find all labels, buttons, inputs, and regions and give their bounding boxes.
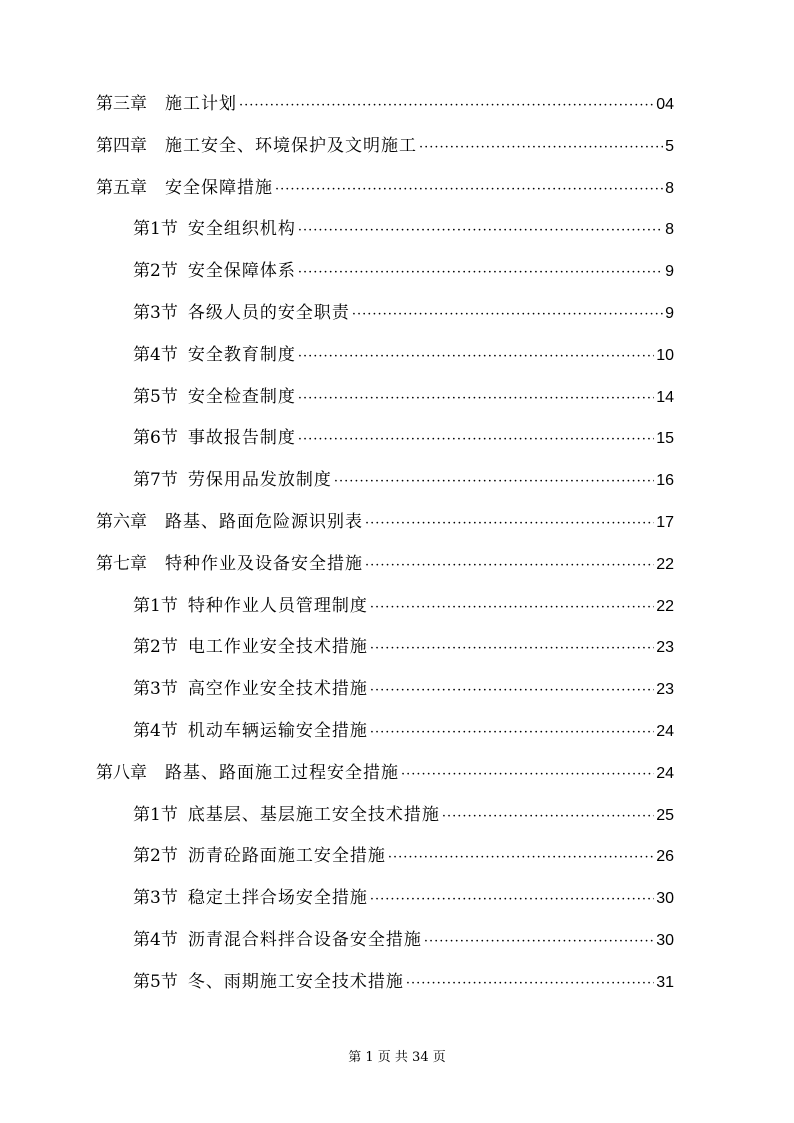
toc-entry-number: 第5节: [133, 386, 178, 407]
toc-entry[interactable]: [96, 878, 674, 920]
toc-entry-number: 第3节: [133, 679, 178, 700]
toc-entry-title: 电工作业安全技术措施: [187, 637, 368, 658]
toc-entry-page: 22: [656, 597, 674, 615]
toc-entry-title: 稳定土拌合场安全措施: [187, 888, 368, 909]
toc-entry[interactable]: [96, 251, 674, 293]
toc-entry[interactable]: [96, 335, 674, 377]
toc-entry-title: 安全保障体系: [187, 261, 296, 282]
toc-entry-number: 第1节: [133, 804, 178, 825]
dot-leader: [298, 378, 654, 420]
dot-leader: [370, 628, 654, 670]
dot-leader: [365, 503, 654, 545]
dot-leader: [442, 796, 654, 838]
toc-entry-number: 第五章: [96, 177, 147, 198]
toc-entry-number: 第三章: [96, 94, 147, 114]
toc-entry-page: 5: [665, 137, 674, 155]
dot-leader: [298, 210, 663, 252]
toc-entry-number: 第4节: [133, 344, 178, 365]
toc-entry-page: 23: [656, 639, 674, 657]
dot-leader: [334, 461, 654, 503]
dot-leader: [419, 127, 663, 169]
toc-entry-number: 第1节: [133, 219, 178, 240]
toc-entry[interactable]: [96, 627, 674, 669]
toc-entry-number: 第4节: [133, 720, 178, 741]
toc-entry-title: 特种作业人员管理制度: [187, 595, 368, 616]
toc-entry-page: 8: [665, 179, 674, 197]
toc-entry-number: 第7节: [133, 470, 178, 491]
toc-entry-page: 04: [656, 96, 674, 113]
toc-entry-title: 沥青混合料拌合设备安全措施: [187, 929, 422, 950]
toc-entry-page: 31: [656, 973, 674, 991]
toc-entry[interactable]: [96, 293, 674, 335]
toc-entry-title: 安全检查制度: [187, 386, 296, 407]
toc-entry-number: 第3节: [133, 302, 178, 323]
toc-entry[interactable]: [96, 795, 674, 837]
toc-entry-title: 安全组织机构: [187, 219, 296, 240]
toc-entry-page: 24: [656, 722, 674, 740]
toc-entry-number: 第3节: [133, 888, 178, 909]
toc-entry-page: 16: [656, 472, 674, 490]
toc-entry-title: 施工计划: [165, 94, 237, 114]
dot-leader: [239, 85, 654, 127]
toc-entry-page: 24: [656, 764, 674, 782]
toc-entry[interactable]: [96, 962, 674, 1004]
toc-entry-title: 路基、路面施工过程安全措施: [165, 762, 399, 783]
toc-entry[interactable]: [96, 460, 674, 502]
dot-leader: [388, 837, 654, 879]
toc-entry-number: 第四章: [96, 135, 147, 156]
dot-leader: [401, 754, 654, 796]
toc-entry-number: 第6节: [133, 428, 178, 449]
toc-entry[interactable]: [96, 502, 674, 544]
toc-entry-page: 30: [656, 931, 674, 949]
toc-entry[interactable]: [96, 544, 674, 586]
toc-entry[interactable]: [96, 418, 674, 460]
toc-entry-title: 施工安全、环境保护及文明施工: [165, 135, 417, 156]
dot-leader: [298, 419, 654, 461]
toc-entry[interactable]: [96, 168, 674, 210]
toc-entry-title: 各级人员的安全职责: [187, 302, 350, 323]
toc-entry-page: 15: [656, 430, 674, 448]
toc-entry-page: 14: [656, 388, 674, 406]
dot-leader: [352, 294, 663, 336]
toc-entry-title: 劳保用品发放制度: [187, 470, 332, 491]
toc-entry[interactable]: [96, 753, 674, 795]
dot-leader: [370, 670, 654, 712]
toc-entry-number: 第5节: [133, 971, 178, 992]
toc-entry-number: 第2节: [133, 846, 178, 867]
toc-entry-title: 安全保障措施: [165, 177, 273, 198]
toc-entry-number: 第2节: [133, 261, 178, 282]
toc-entry-title: 沥青砼路面施工安全措施: [187, 846, 386, 867]
toc-entry-page: 25: [656, 806, 674, 824]
dot-leader: [370, 712, 654, 754]
dot-leader: [275, 169, 663, 211]
dot-leader: [406, 963, 654, 1005]
toc-entry[interactable]: [96, 209, 674, 251]
toc-entry[interactable]: [96, 84, 674, 126]
toc-entry-title: 机动车辆运输安全措施: [187, 720, 368, 741]
toc-entry-title: 路基、路面危险源识别表: [165, 511, 363, 532]
toc-entry-page: 9: [665, 304, 674, 322]
toc-entry-page: 23: [656, 681, 674, 699]
table-of-contents: [96, 84, 674, 1004]
dot-leader: [365, 545, 654, 587]
toc-entry-number: 第七章: [96, 553, 147, 574]
toc-entry-title: 高空作业安全技术措施: [187, 679, 368, 700]
toc-entry[interactable]: [96, 836, 674, 878]
page-footer: [0, 1046, 794, 1065]
toc-entry-page: 22: [656, 555, 674, 573]
toc-entry[interactable]: [96, 377, 674, 419]
toc-entry[interactable]: [96, 920, 674, 962]
dot-leader: [424, 921, 654, 963]
toc-entry[interactable]: [96, 711, 674, 753]
toc-entry-page: 9: [665, 263, 674, 281]
toc-entry-page: 26: [656, 848, 674, 866]
dot-leader: [298, 252, 663, 294]
toc-entry[interactable]: [96, 669, 674, 711]
page-indicator: 第 1 页 共 34 页: [348, 1050, 446, 1065]
toc-entry-title: 特种作业及设备安全措施: [165, 553, 363, 574]
dot-leader: [370, 587, 654, 629]
toc-entry-number: 第八章: [96, 762, 147, 783]
toc-entry-title: 底基层、基层施工安全技术措施: [187, 804, 440, 825]
toc-entry-number: 第4节: [133, 929, 178, 950]
toc-entry-page: 10: [656, 346, 674, 364]
toc-entry[interactable]: [96, 126, 674, 168]
toc-entry-page: 8: [665, 221, 674, 239]
toc-entry[interactable]: [96, 586, 674, 628]
toc-entry-number: 第2节: [133, 637, 178, 658]
toc-entry-title: 事故报告制度: [187, 428, 296, 449]
dot-leader: [370, 879, 654, 921]
toc-entry-title: 冬、雨期施工安全技术措施: [187, 971, 404, 992]
dot-leader: [298, 336, 654, 378]
toc-entry-number: 第六章: [96, 511, 147, 532]
toc-entry-page: 30: [656, 890, 674, 908]
toc-entry-page: 17: [656, 513, 674, 531]
toc-entry-number: 第1节: [133, 595, 178, 616]
toc-entry-title: 安全教育制度: [187, 344, 296, 365]
